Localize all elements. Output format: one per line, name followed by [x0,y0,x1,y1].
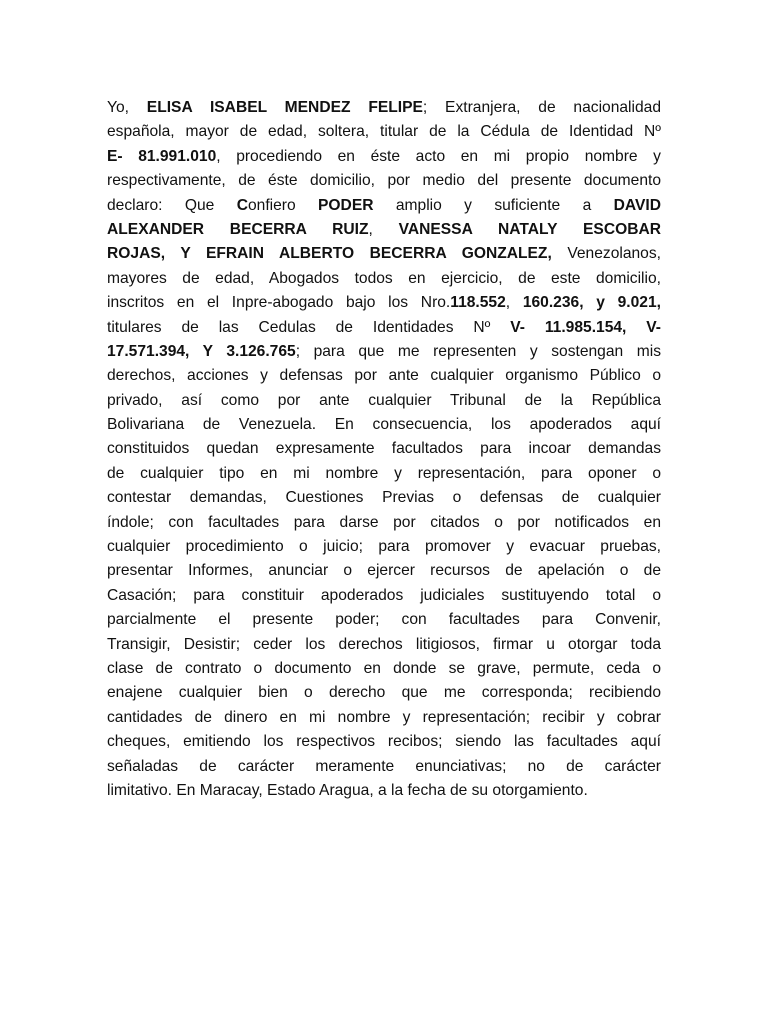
text-run: mayores de edad, Abogados todos en ejercicio, de este domicilio, [107,269,661,287]
bold-text-run: ELISA ISABEL MENDEZ FELIPE [146,99,423,116]
text-line [107,242,661,266]
text-run: parcialmente el presente poder; con facultades para Convenir, [107,611,661,629]
text-line [107,681,661,705]
text-line [107,389,661,413]
text-run: Casación; para constituir apoderados judiciales sustituyendo total o [107,586,661,604]
text-run: cualquier procedimiento o juicio; para promover y evacuar pruebas, [107,538,661,556]
bold-text-run: E- 81.991.010 [107,147,217,165]
text-line [107,291,661,315]
text-line [107,584,661,608]
text-run: cheques, emitiendo los respectivos recibos; siendo las facultades aquí [107,733,661,751]
text-line [107,413,661,437]
text-line [107,706,661,730]
text-line [107,364,661,388]
text-run: onfiero [247,196,319,214]
text-line [107,120,661,144]
text-line [107,535,661,559]
text-line [107,779,661,803]
bold-text-run: V- 11.985.154, V- [510,318,661,336]
text-line [107,462,661,486]
text-run: privado, así como por ante cualquier Tribunal de la República [107,391,661,409]
bold-text-run: 118.552 [450,294,506,312]
text-run: , procediendo en éste acto en mi propio nombre y [216,147,661,165]
text-line [107,730,661,754]
text-run: contestar demandas, Cuestiones Previas o defensas de cualquier [107,489,661,507]
text-run: limitativo. En Maracay, Estado Aragua, a la fecha de su otorgamiento. [107,781,588,799]
text-run: Venezolanos, [551,245,661,263]
bold-text-run: PODER [318,196,374,214]
text-line [107,437,661,461]
text-run: ; Extranjera, de nacionalidad [422,99,661,116]
text-run: constituidos quedan expresamente facultados para incoar demandas [107,440,661,458]
power-of-attorney-text [107,96,661,803]
text-line [107,169,661,193]
text-run: declaro: Que [107,196,237,214]
text-run: española, mayor de edad, soltera, titular de la Cédula de Identidad Nº [107,123,661,141]
text-run: titulares de las Cedulas de Identidades Nº [107,318,511,336]
text-line [107,96,661,120]
text-line [107,657,661,681]
text-run: señaladas de carácter meramente enunciativas; no de carácter [107,757,661,775]
bold-text-run: VANESSA NATALY ESCOBAR [398,220,661,238]
text-line [107,486,661,510]
text-line [107,340,661,364]
text-run: inscritos en el Inpre-abogado bajo los Nro. [107,294,451,312]
text-run: derechos, acciones y defensas por ante cualquier organismo Público o [107,367,661,385]
bold-text-run: C [236,196,248,214]
text-line [107,755,661,779]
text-run: amplio y suficiente a [373,196,614,214]
bold-text-run: DAVID [613,196,662,214]
text-line [107,267,661,291]
text-line [107,194,661,218]
bold-text-run: 160.236, y 9.021, [522,294,661,312]
text-line [107,316,661,340]
text-line [107,559,661,583]
bold-text-run: ROJAS, Y EFRAIN ALBERTO BECERRA GONZALEZ, [107,245,552,263]
text-run: enajene cualquier bien o derecho que me corresponda; recibiendo [107,684,661,702]
text-run: índole; con facultades para darse por citados o por notificados en [107,513,661,531]
text-run: cantidades de dinero en mi nombre y representación; recibir y cobrar [107,708,661,726]
bold-text-run: ALEXANDER BECERRA RUIZ [107,220,369,238]
text-run: de cualquier tipo en mi nombre y representación, para oponer o [107,464,661,482]
text-run: clase de contrato o documento en donde se grave, permute, ceda o [107,659,661,677]
bold-text-run: 17.571.394, Y 3.126.765 [107,342,296,360]
text-run: respectivamente, de éste domicilio, por medio del presente documento [107,172,661,190]
text-run: , [505,294,523,312]
text-line [107,218,661,242]
text-run: Yo, [107,99,147,116]
text-run: Transigir, Desistir; ceder los derechos litigiosos, firmar u otorgar toda [107,635,661,653]
text-line [107,608,661,632]
text-run: , [368,220,399,238]
text-line [107,633,661,657]
text-run: presentar Informes, anunciar o ejercer recursos de apelación o de [107,562,661,580]
text-line [107,511,661,535]
text-run: ; para que me representen y sostengan mis [295,342,661,360]
text-run: Bolivariana de Venezuela. En consecuencia, los apoderados aquí [107,416,661,434]
text-line [107,145,661,169]
